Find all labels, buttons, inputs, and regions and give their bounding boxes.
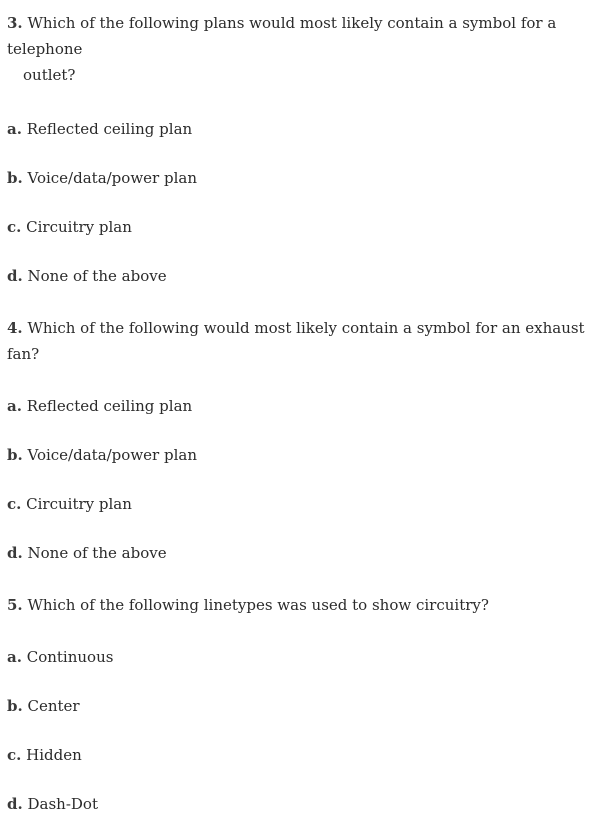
option-5a bbox=[7, 647, 607, 667]
option-letter: d. bbox=[7, 795, 23, 813]
question-4 bbox=[7, 315, 607, 367]
option-text: Continuous bbox=[26, 648, 114, 666]
question-text: Which of the following plans would most likely contain a symbol for a telephone bbox=[7, 14, 557, 58]
question-number: 5. bbox=[7, 596, 23, 614]
question-text: Which of the following would most likely contain a symbol for an exhaust fan? bbox=[7, 319, 585, 363]
option-letter: a. bbox=[7, 648, 22, 666]
question-block-5 bbox=[7, 592, 607, 814]
question-text-continued: outlet? bbox=[23, 66, 76, 84]
question-block-3 bbox=[7, 10, 607, 286]
option-text: Dash-Dot bbox=[27, 795, 98, 813]
option-text: Hidden bbox=[26, 746, 82, 764]
question-5 bbox=[7, 592, 607, 618]
option-letter: b. bbox=[7, 446, 23, 464]
option-3b bbox=[7, 168, 607, 188]
option-4b bbox=[7, 445, 607, 465]
option-5c bbox=[7, 745, 607, 765]
question-block-4 bbox=[7, 315, 607, 563]
option-3a bbox=[7, 119, 607, 139]
option-text: Circuitry plan bbox=[26, 495, 132, 513]
option-text: Circuitry plan bbox=[26, 218, 132, 236]
option-letter: c. bbox=[7, 746, 22, 764]
option-letter: d. bbox=[7, 544, 23, 562]
option-letter: b. bbox=[7, 697, 23, 715]
option-letter: c. bbox=[7, 495, 22, 513]
option-text: None of the above bbox=[27, 267, 167, 285]
option-text: Reflected ceiling plan bbox=[26, 397, 193, 415]
question-text: Which of the following linetypes was used to show circuitry? bbox=[27, 596, 489, 614]
option-5b bbox=[7, 696, 607, 716]
question-number: 3. bbox=[7, 14, 23, 32]
question-number: 4. bbox=[7, 319, 23, 337]
question-3 bbox=[7, 10, 607, 88]
option-text: Center bbox=[27, 697, 80, 715]
option-letter: a. bbox=[7, 397, 22, 415]
option-text: Voice/data/power plan bbox=[27, 169, 197, 187]
option-4c bbox=[7, 494, 607, 514]
option-letter: c. bbox=[7, 218, 22, 236]
option-text: Reflected ceiling plan bbox=[26, 120, 193, 138]
option-3c bbox=[7, 217, 607, 237]
option-letter: b. bbox=[7, 169, 23, 187]
option-4a bbox=[7, 396, 607, 416]
option-letter: a. bbox=[7, 120, 22, 138]
option-text: Voice/data/power plan bbox=[27, 446, 197, 464]
option-5d bbox=[7, 794, 607, 814]
option-text: None of the above bbox=[27, 544, 167, 562]
option-3d bbox=[7, 266, 607, 286]
option-4d bbox=[7, 543, 607, 563]
option-letter: d. bbox=[7, 267, 23, 285]
quiz-content bbox=[7, 10, 607, 836]
